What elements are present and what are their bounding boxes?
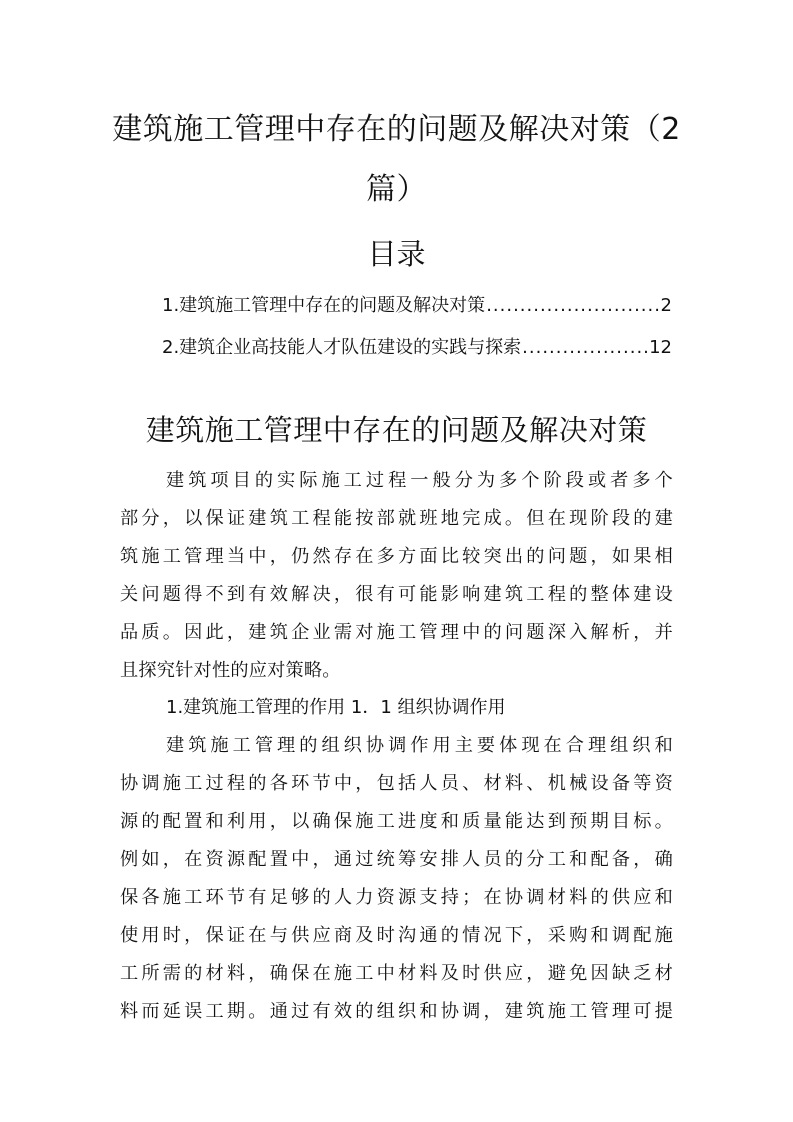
- toc-entry-title[interactable]: 1.建筑施工管理中存在的问题及解决对策: [162, 295, 486, 316]
- intro-paragraph-line: 建筑项目的实际施工过程一般分为多个阶段或者多个: [166, 470, 673, 491]
- toc-entry-page[interactable]: 2: [660, 295, 672, 316]
- intro-paragraph-line: 品质。因此，建筑企业需对施工管理中的问题深入解析，并: [120, 622, 673, 643]
- intro-paragraph-line: 筑施工管理当中，仍然存在多方面比较突出的问题，如果相: [120, 546, 673, 567]
- toc-dot-leader: [522, 332, 648, 364]
- body-paragraph-line: 建筑施工管理的组织协调作用主要体现在合理组织和: [166, 735, 673, 756]
- intro-paragraph-line: 且探究针对性的应对策略。: [120, 660, 341, 681]
- body-paragraph-line: 使用时，保证在与供应商及时沟通的情况下，采购和调配施: [120, 925, 673, 946]
- toc-entry[interactable]: [162, 332, 672, 374]
- body-paragraph-line: 例如，在资源配置中，通过统筹安排人员的分工和配备，确: [120, 849, 673, 870]
- table-of-contents: [162, 290, 672, 374]
- document-title-line-1: 建筑施工管理中存在的问题及解决对策（2: [112, 112, 681, 147]
- body-paragraph-line: 工所需的材料，确保在施工中材料及时供应，避免因缺乏材: [120, 963, 673, 984]
- intro-paragraph-line: 关问题得不到有效解决，很有可能影响建筑工程的整体建设: [120, 584, 673, 605]
- toc-heading: 目录: [367, 237, 426, 271]
- subsection-heading: 1.建筑施工管理的作用 1．1 组织协调作用: [166, 697, 506, 718]
- intro-paragraph-line: 部分，以保证建筑工程能按部就班地完成。但在现阶段的建: [120, 508, 673, 529]
- toc-dot-leader: [486, 290, 659, 322]
- toc-entry-title[interactable]: 2.建筑企业高技能人才队伍建设的实践与探索: [162, 337, 522, 358]
- document-title-line-2: 篇）: [366, 172, 427, 207]
- body-paragraph-line: 协调施工过程的各环节中，包括人员、材料、机械设备等资: [120, 773, 673, 794]
- toc-entry[interactable]: [162, 290, 672, 332]
- body-paragraph-line: 源的配置和利用，以确保施工进度和质量能达到预期目标。: [120, 811, 673, 832]
- body-paragraph-line: 保各施工环节有足够的人力资源支持；在协调材料的供应和: [120, 887, 673, 908]
- body-paragraph-line: 料而延误工期。通过有效的组织和协调，建筑施工管理可提: [120, 1001, 673, 1022]
- toc-entry-page[interactable]: 12: [649, 337, 672, 358]
- section-title: 建筑施工管理中存在的问题及解决对策: [145, 413, 648, 447]
